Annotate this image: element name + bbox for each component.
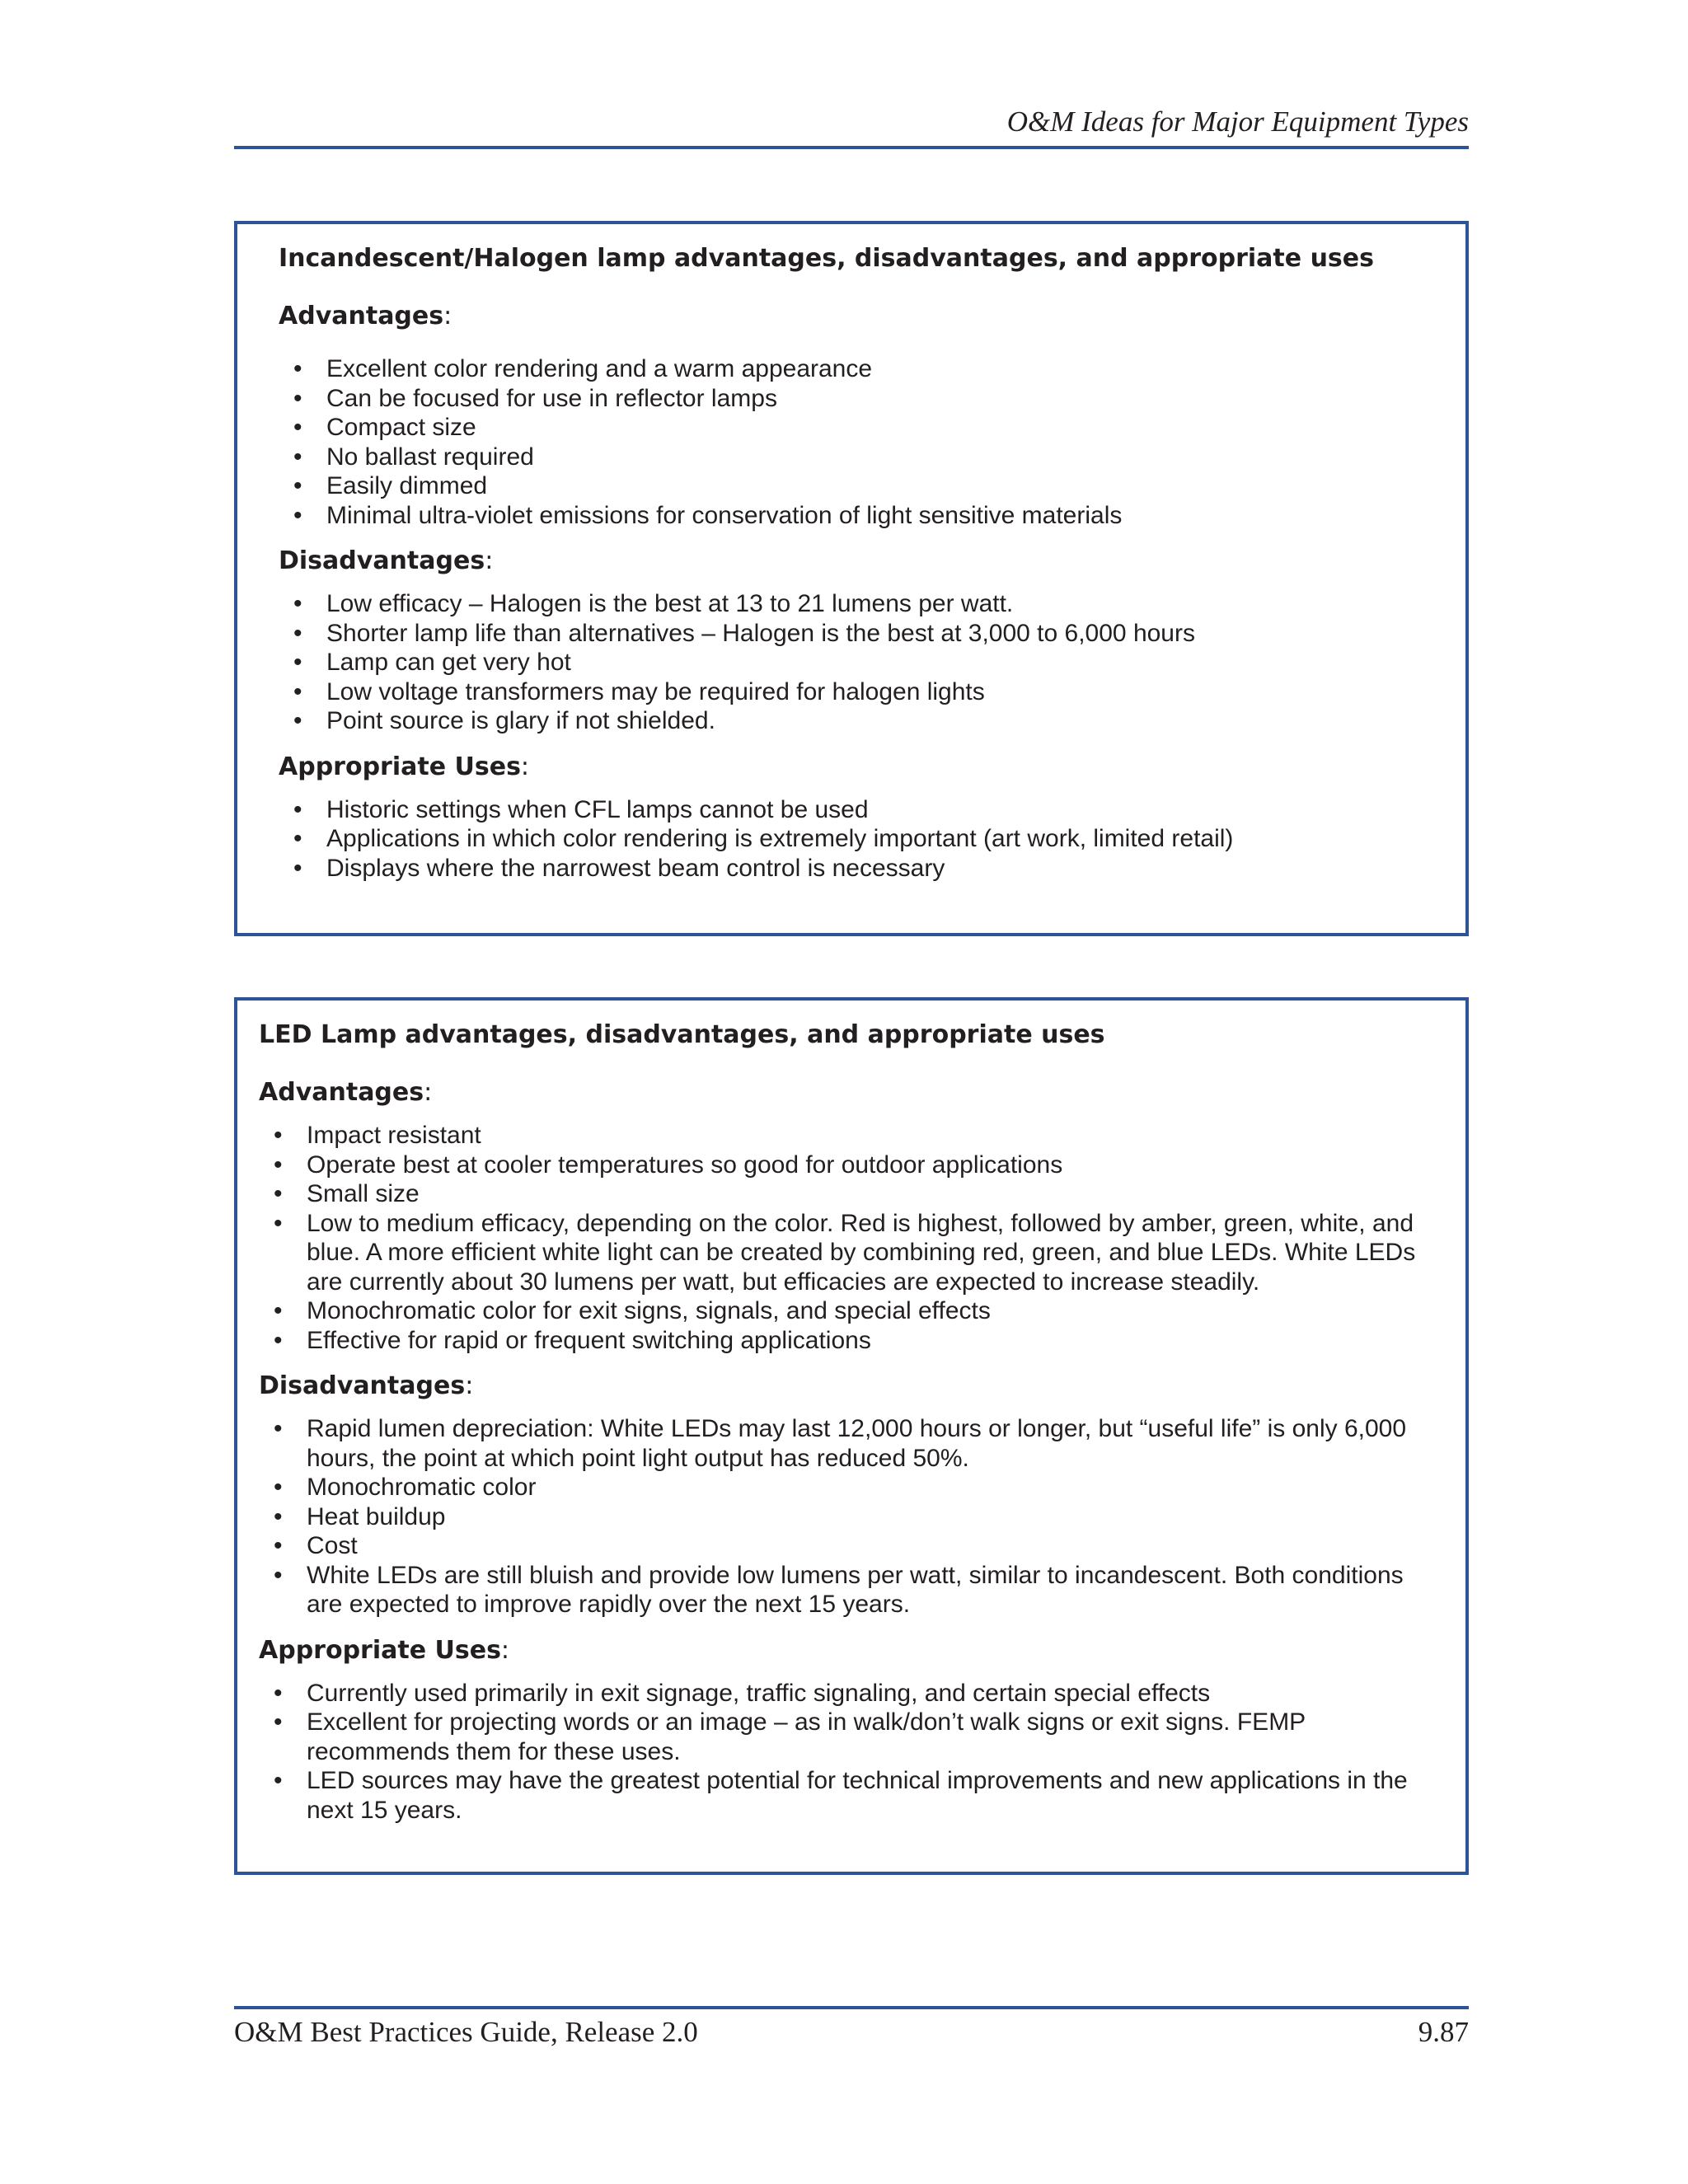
disadvantages-list [259, 1414, 1432, 1619]
list-item: • Low voltage transformers may be required for halogen lights [279, 677, 1432, 707]
box-title: Incandescent/Halogen lamp advantages, disadvantages, and appropriate uses [279, 244, 1374, 273]
list-item: • Cost [259, 1531, 1432, 1561]
disadvantages-heading: Disadvantages: [279, 546, 494, 575]
list-item: • Excellent color rendering and a warm appearance [279, 354, 1432, 384]
list-item: • Excellent for projecting words or an image – as in walk/don’t walk signs or exit signs. FEMP recommends them for these uses. [259, 1708, 1432, 1766]
list-item: • Minimal ultra-violet emissions for conservation of light sensitive materials [279, 501, 1432, 531]
list-item: • Small size [259, 1179, 1432, 1209]
list-item: • Applications in which color rendering is extremely important (art work, limited retail) [279, 824, 1432, 854]
list-item: • Historic settings when CFL lamps cannot be used [279, 795, 1432, 825]
list-item: • Lamp can get very hot [279, 648, 1432, 677]
list-item: • Compact size [279, 413, 1432, 443]
list-item: • LED sources may have the greatest potential for technical improvements and new applications in the next 15 years. [259, 1766, 1432, 1825]
disadvantages-list [279, 589, 1432, 736]
list-item: • White LEDs are still bluish and provide low lumens per watt, similar to incandescent. Both conditions are expected to improve rapidly over the next 15 years. [259, 1561, 1432, 1619]
list-item: • Shorter lamp life than alternatives – Halogen is the best at 3,000 to 6,000 hours [279, 619, 1432, 649]
list-item: • Low efficacy – Halogen is the best at 13 to 21 lumens per watt. [279, 589, 1432, 619]
advantages-list [259, 1121, 1432, 1355]
list-item: • Impact resistant [259, 1121, 1432, 1151]
list-item: • Heat buildup [259, 1502, 1432, 1532]
led-lamp-box [234, 997, 1469, 1875]
list-item: • Displays where the narrowest beam control is necessary [279, 854, 1432, 883]
disadvantages-heading: Disadvantages: [259, 1371, 474, 1400]
list-item: • Rapid lumen depreciation: White LEDs may last 12,000 hours or longer, but “useful life” is only 6,000 hours, the point at which point light output has reduced 50%. [259, 1414, 1432, 1473]
appropriate-uses-heading: Appropriate Uses: [259, 1635, 510, 1665]
header-rule [234, 146, 1469, 149]
advantages-heading: Advantages: [279, 302, 452, 330]
appropriate-uses-list [279, 795, 1432, 883]
guide-title: O&M Best Practices Guide, Release 2.0 [234, 2016, 698, 2048]
running-header: O&M Ideas for Major Equipment Types [1006, 105, 1469, 138]
advantages-heading: Advantages: [259, 1078, 433, 1107]
footer-rule [234, 2006, 1469, 2009]
list-item: • Operate best at cooler temperatures so good for outdoor applications [259, 1151, 1432, 1180]
appropriate-uses-list [259, 1679, 1432, 1825]
list-item: • Monochromatic color [259, 1473, 1432, 1502]
page-number: 9.87 [1418, 2016, 1469, 2048]
list-item: • Point source is glary if not shielded. [279, 706, 1432, 736]
appropriate-uses-heading: Appropriate Uses: [279, 752, 530, 781]
list-item: • Effective for rapid or frequent switching applications [259, 1326, 1432, 1356]
list-item: • Easily dimmed [279, 471, 1432, 501]
list-item: • No ballast required [279, 443, 1432, 472]
list-item: • Low to medium efficacy, depending on the color. Red is highest, followed by amber, green, white, and blue. A more efficient white light can be created by combining red, green, and blue LEDs. White LEDs are currently about 30 lumens per watt, but efficacies are expected to increase steadily. [259, 1209, 1432, 1297]
incandescent-halogen-box [234, 221, 1469, 936]
box-title: LED Lamp advantages, disadvantages, and appropriate uses [259, 1020, 1105, 1049]
advantages-list [279, 354, 1432, 530]
list-item: • Can be focused for use in reflector lamps [279, 384, 1432, 414]
list-item: • Monochromatic color for exit signs, signals, and special effects [259, 1296, 1432, 1326]
list-item: • Currently used primarily in exit signage, traffic signaling, and certain special effects [259, 1679, 1432, 1708]
